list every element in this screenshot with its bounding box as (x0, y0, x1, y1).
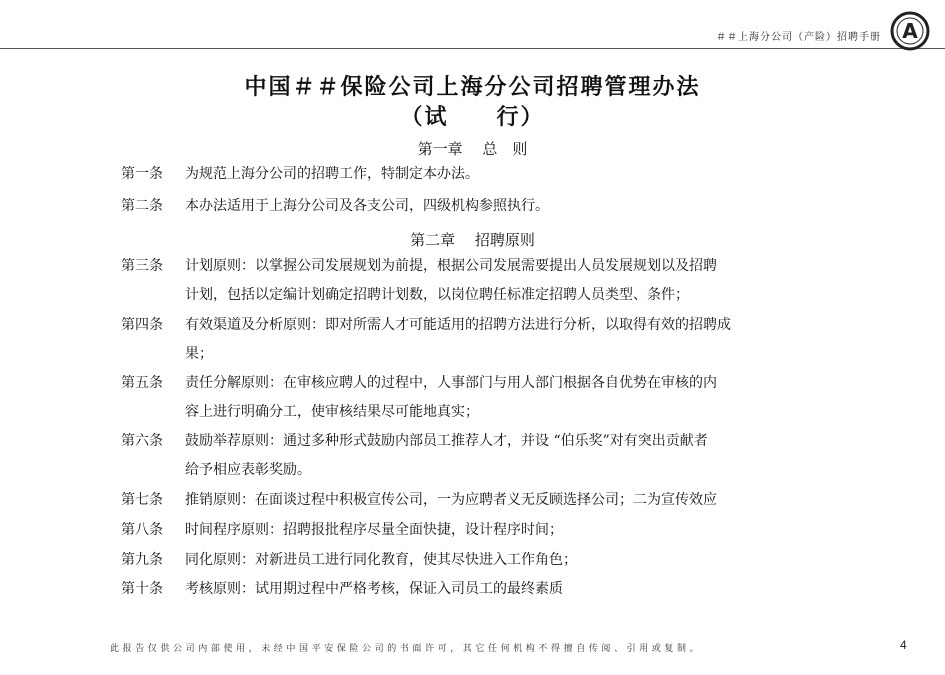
article-text: 时间程序原则：招聘报批程序尽量全面快捷，设计程序时间； (185, 522, 563, 538)
article-text: 同化原则：对新进员工进行同化教育，使其尽快进入工作角色； (185, 552, 577, 568)
article-number: 第四条 (121, 317, 163, 333)
article (121, 486, 821, 515)
document-subtitle: （试 行） (400, 105, 545, 130)
page-number: 4 (900, 638, 907, 652)
logo-letter: A (902, 19, 918, 43)
chapter-heading: 第一章 总 则 (417, 140, 528, 158)
article-text: 责任分解原则：在审核应聘人的过程中，人事部门与用人部门根据各自优势在审核的内 (185, 375, 717, 391)
article-number: 第七条 (121, 492, 163, 508)
article (121, 546, 821, 575)
article (121, 252, 821, 310)
header-title: ＃＃上海分公司（产险）招聘手册 (716, 32, 881, 43)
article-continuation: 容上进行明确分工，使审核结果尽可能地真实； (185, 404, 479, 420)
article (121, 311, 821, 369)
article-continuation: 给予相应表彰奖励。 (185, 462, 311, 478)
article-continuation: 果； (185, 346, 213, 362)
article-number: 第三条 (121, 258, 163, 274)
article-text: 为规范上海分公司的招聘工作，特制定本办法。 (185, 166, 479, 182)
article (121, 575, 821, 604)
company-logo-icon (889, 10, 931, 52)
article-text: 鼓励举荐原则：通过多种形式鼓励内部员工推荐人才，并设 “伯乐奖”对有突出贡献者 (185, 433, 708, 449)
document-title: 中国＃＃保险公司上海分公司招聘管理办法 (244, 75, 701, 100)
article-text: 考核原则：试用期过程中严格考核，保证入司员工的最终素质 (185, 581, 563, 597)
article-text: 本办法适用于上海分公司及各支公司，四级机构参照执行。 (185, 198, 549, 214)
header-divider (0, 48, 945, 49)
article-number: 第二条 (121, 198, 163, 214)
article-number: 第六条 (121, 433, 163, 449)
article (121, 369, 821, 427)
article-number: 第一条 (121, 166, 163, 182)
article-number: 第九条 (121, 552, 163, 568)
article-number: 第十条 (121, 581, 163, 597)
article (121, 516, 821, 545)
article-number: 第八条 (121, 522, 163, 538)
article-number: 第五条 (121, 375, 163, 391)
footer-disclaimer: 此报告仅供公司内部使用，未经中国平安保险公司的书面许可，其它任何机构不得擅自传阅、引用或复制。 (110, 644, 703, 654)
article-text: 有效渠道及分析原则：即对所需人才可能适用的招聘方法进行分析，以取得有效的招聘成 (185, 317, 731, 333)
article (121, 160, 821, 189)
article (121, 192, 821, 221)
article (121, 427, 821, 485)
article-continuation: 计划，包括以定编计划确定招聘计划数，以岗位聘任标准定招聘人员类型、条件； (185, 287, 689, 303)
article-text: 推销原则：在面谈过程中积极宣传公司，一为应聘者义无反顾选择公司；二为宣传效应 (185, 492, 717, 508)
chapter-heading: 第二章 招聘原则 (410, 231, 535, 249)
article-text: 计划原则：以掌握公司发展规划为前提，根据公司发展需要提出人员发展规划以及招聘 (185, 258, 717, 274)
